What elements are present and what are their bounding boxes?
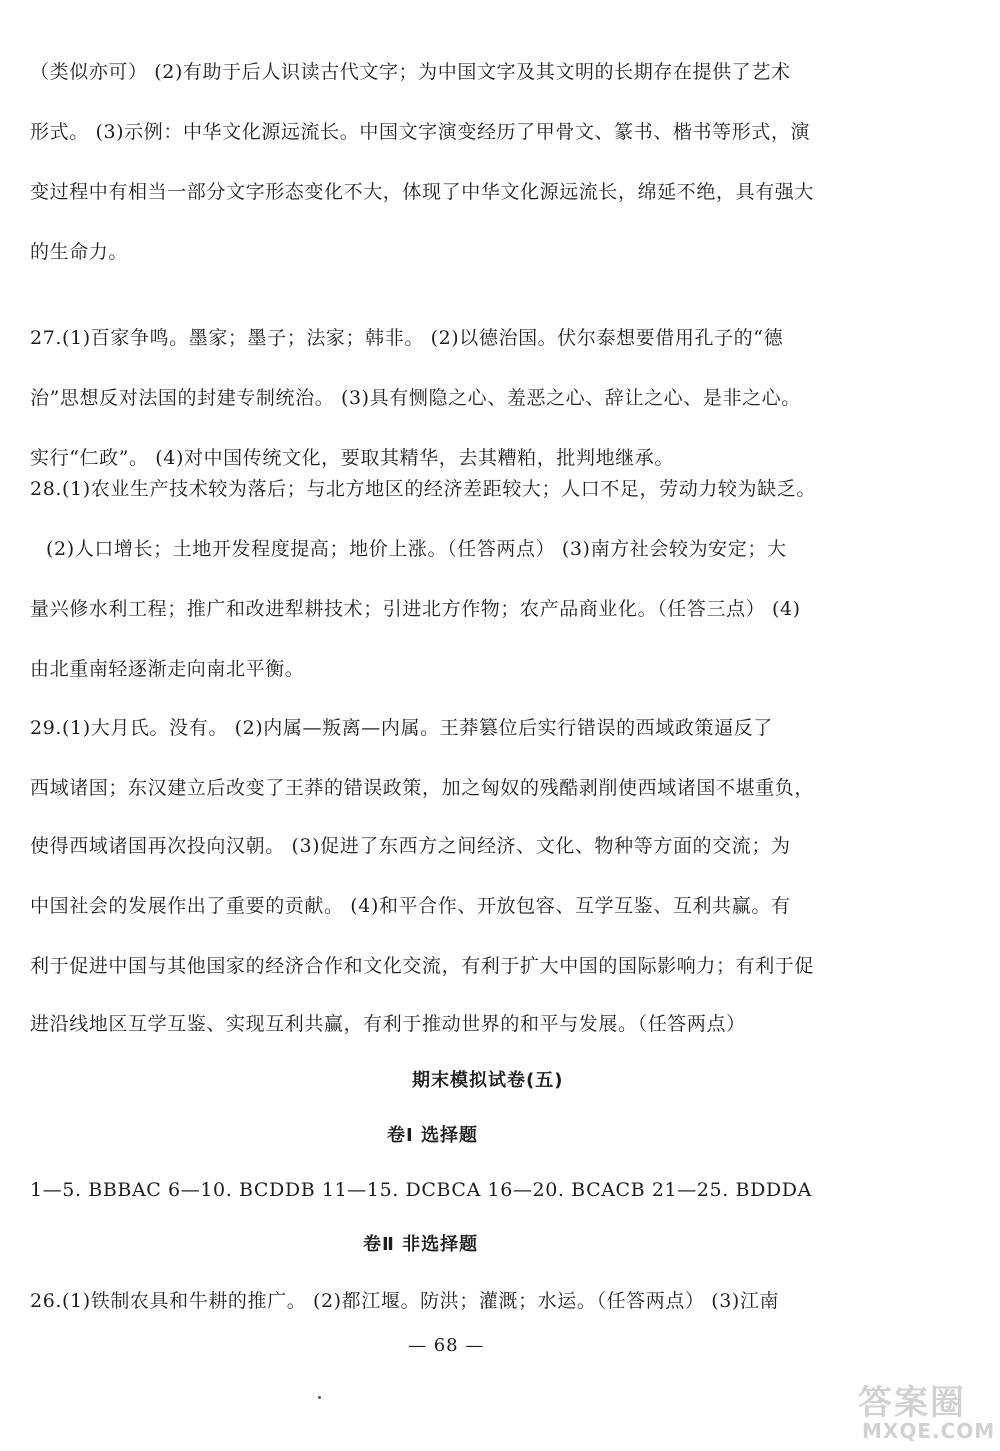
text-line-8: 28.(1)农业生产技术较为落后；与北方地区的经济差距较大；人口不足，劳动力较为缺乏。 [30, 478, 816, 500]
text-line-4: 的生命力。 [30, 241, 129, 263]
text-line-last: 26.(1)铁制农具和牛耕的推广。 (2)都江堰。防洪；灌溉；水运。（任答两点） (3)江南 [30, 1290, 780, 1312]
text-line-7: 实行“仁政”。 (4)对中国传统文化，要取其精华，去其糟粕，批判地继承。 [30, 447, 674, 469]
text-line-1: （类似亦可） (2)有助于后人识读古代文字；为中国文字及其文明的长期存在提供了艺术 [30, 61, 791, 83]
text-line-6: 治”思想反对法国的封建专制统治。 (3)具有恻隐之心、羞恶之心、辞让之心、是非之心。 [30, 387, 801, 409]
watermark-url: MXQE.COM [862, 1419, 996, 1443]
text-line-13: 西域诸国；东汉建立后改变了王莽的错误政策，加之匈奴的残酷剥削使西域诸国不堪重负， [30, 777, 815, 799]
text-line-17: 进沿线地区互学互鉴、实现互利共赢，有利于推动世界的和平与发展。（任答两点） [30, 1013, 746, 1035]
text-line-9: (2)人口增长；土地开发程度提高；地价上涨。（任答两点） (3)南方社会较为安定；大 [46, 538, 787, 560]
text-line-11: 由北重南轻逐渐走向南北平衡。 [30, 658, 305, 680]
section-1-title: 卷Ⅰ 选择题 [387, 1125, 478, 1146]
answer-key-line: 1—5. BBBAC 6—10. BCDDB 11—15. DCBCA 16—20. BCACB 21—25. BDDDA [30, 1179, 812, 1201]
section-2-title: 卷Ⅱ 非选择题 [363, 1234, 479, 1255]
text-line-12: 29.(1)大月氏。没有。 (2)内属—叛离—内属。王莽篡位后实行错误的西域政策逼反了 [30, 717, 773, 739]
text-line-14: 使得西域诸国再次投向汉朝。 (3)促进了东西方之间经济、文化、物种等方面的交流；为 [30, 835, 791, 857]
text-line-5: 27.(1)百家争鸣。墨家；墨子；法家；韩非。 (2)以德治国。伏尔泰想要借用孔子的“德 [30, 327, 784, 349]
exam-title: 期末模拟试卷(五) [412, 1070, 564, 1091]
text-line-10: 量兴修水利工程；推广和改进犁耕技术；引进北方作物；农产品商业化。（任答三点） (4) [30, 598, 801, 620]
watermark-logo-text: 答案圈 [858, 1383, 966, 1423]
watermark-logo [852, 1375, 996, 1445]
text-line-16: 利于促进中国与其他国家的经济合作和文化交流，有利于扩大中国的国际影响力；有利于促 [30, 955, 815, 977]
text-line-15: 中国社会的发展作出了重要的贡献。 (4)和平合作、开放包容、互学互鉴、互利共赢。有 [30, 895, 791, 917]
scan-speck [318, 1396, 321, 1399]
text-line-2: 形式。 (3)示例：中华文化源远流长。中国文字演变经历了甲骨文、篆书、楷书等形式，演 [30, 121, 811, 143]
page-number: — 68 — [408, 1335, 485, 1356]
text-line-3: 变过程中有相当一部分文字形态变化不大，体现了中华文化源远流长，绵延不绝，具有强大 [30, 181, 815, 203]
